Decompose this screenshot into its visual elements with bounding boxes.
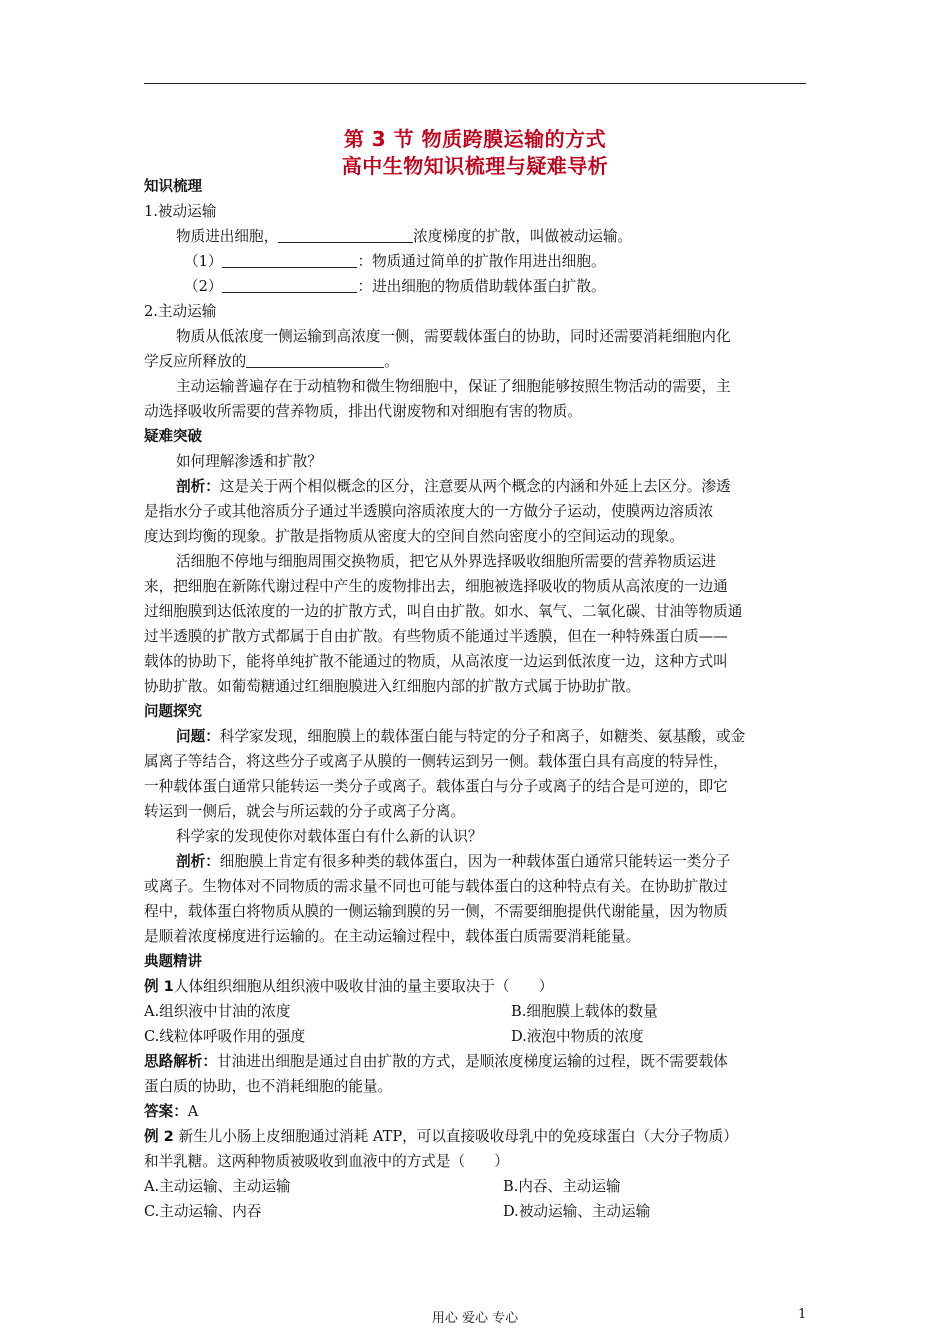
paragraph-line: 剖析：这是关于两个相似概念的区分，注意要从两个概念的内涵和外延上去区分。渗透 bbox=[176, 478, 731, 495]
paragraph-line: 剖析：细胞膜上肯定有很多种类的载体蛋白，因为一种载体蛋白通常只能转运一类分子 bbox=[176, 853, 731, 870]
header-rule bbox=[144, 83, 806, 84]
option-row bbox=[144, 1027, 806, 1047]
option-c: C.主动运输、内吞 bbox=[144, 1203, 262, 1220]
paragraph-line: 动选择吸收所需要的营养物质，排出代谢废物和对细胞有害的物质。 bbox=[144, 403, 582, 420]
example-question: 例 1人体组织细胞从组织液中吸收甘油的量主要取决于（ ） bbox=[144, 978, 554, 995]
option-d: D.被动运输、主动运输 bbox=[503, 1203, 651, 1220]
option-d: D.液泡中物质的浓度 bbox=[511, 1028, 644, 1045]
option-row bbox=[144, 1002, 806, 1022]
paragraph-line: 度达到均衡的现象。扩散是指物质从密度大的空间自然向密度小的空间运动的现象。 bbox=[144, 528, 684, 545]
page-title: 第 3 节 物质跨膜运输的方式 bbox=[343, 127, 607, 151]
paragraph-line: 学反应所释放的 。 bbox=[144, 353, 399, 370]
option-row bbox=[144, 1202, 806, 1222]
page-subtitle: 高中生物知识梳理与疑难导析 bbox=[341, 154, 609, 178]
paragraph-line: （1） ：物质通过简单的扩散作用进出细胞。 bbox=[184, 253, 606, 270]
paragraph-line: 来，把细胞在新陈代谢过程中产生的废物排出去，细胞被选择吸收的物质从高浓度的一边通 bbox=[144, 578, 728, 595]
section-heading-knowledge: 知识梳理 bbox=[144, 179, 202, 195]
question-line: 如何理解渗透和扩散？ bbox=[176, 453, 322, 470]
paragraph-line: 问题：科学家发现，细胞膜上的载体蛋白能与特定的分子和离子，如糖类、氨基酸，或金 bbox=[176, 728, 746, 745]
fill-blank[interactable] bbox=[246, 353, 384, 368]
paragraph-line: 属离子等结合，将这些分子或离子从膜的一侧转运到另一侧。载体蛋白具有高度的特异性， bbox=[144, 753, 728, 770]
paragraph-line: 载体的协助下，能将单纯扩散不能通过的物质，从高浓度一边运到低浓度一边，这种方式叫 bbox=[144, 653, 728, 670]
fill-blank[interactable] bbox=[278, 228, 413, 243]
page-footer: 用心 爱心 专心 bbox=[431, 1311, 519, 1326]
section-heading-inquiry: 问题探究 bbox=[144, 704, 202, 720]
paragraph-line: 是指水分子或其他溶质分子通过半透膜向溶质浓度大的一方做分子运动，使膜两边溶质浓 bbox=[144, 503, 714, 520]
paragraph-line: 主动运输普遍存在于动植物和微生物细胞中，保证了细胞能够按照生物活动的需要，主 bbox=[176, 378, 731, 395]
paragraph-line: 或离子。生物体对不同物质的需求量不同也可能与载体蛋白的这种特点有关。在协助扩散过 bbox=[144, 878, 728, 895]
paragraph-line: 转运到一侧后，就会与所运载的分子或离子分离。 bbox=[144, 803, 466, 820]
answer-line: 答案：A bbox=[144, 1103, 199, 1120]
section-heading-difficulty: 疑难突破 bbox=[144, 429, 202, 445]
item-passive-transport: 1.被动运输 bbox=[144, 203, 217, 220]
paragraph-line: （2） ：进出细胞的物质借助载体蛋白扩散。 bbox=[184, 278, 606, 295]
option-row bbox=[144, 1177, 806, 1197]
page-number: 1 bbox=[798, 1307, 807, 1322]
item-active-transport: 2.主动运输 bbox=[144, 303, 217, 320]
option-a: A.组织液中甘油的浓度 bbox=[144, 1003, 291, 1020]
analysis-line: 思路解析：甘油进出细胞是通过自由扩散的方式，是顺浓度梯度运输的过程，既不需要载体 bbox=[144, 1053, 728, 1070]
example-question-cont: 和半乳糖。这两种物质被吸收到血液中的方式是（ ） bbox=[144, 1153, 509, 1170]
paragraph-line: 物质从低浓度一侧运输到高浓度一侧，需要载体蛋白的协助，同时还需要消耗细胞内化 bbox=[176, 328, 731, 345]
question-line: 科学家的发现使你对载体蛋白有什么新的认识？ bbox=[176, 828, 483, 845]
section-heading-examples: 典题精讲 bbox=[144, 954, 202, 970]
analysis-line: 蛋白质的协助，也不消耗细胞的能量。 bbox=[144, 1078, 393, 1095]
option-b: B.细胞膜上载体的数量 bbox=[511, 1003, 658, 1020]
example-question: 例 2 新生儿小肠上皮细胞通过消耗 ATP，可以直接吸收母乳中的免疫球蛋白（大分子物质） bbox=[144, 1128, 738, 1145]
paragraph-line: 物质进出细胞， 浓度梯度的扩散，叫做被动运输。 bbox=[176, 228, 633, 245]
paragraph-line: 程中，载体蛋白将物质从膜的一侧运输到膜的另一侧，不需要细胞提供代谢能量，因为物质 bbox=[144, 903, 728, 920]
option-c: C.线粒体呼吸作用的强度 bbox=[144, 1028, 306, 1045]
paragraph-line: 协助扩散。如葡萄糖通过红细胞膜进入红细胞内部的扩散方式属于协助扩散。 bbox=[144, 678, 641, 695]
fill-blank[interactable] bbox=[222, 278, 357, 293]
fill-blank[interactable] bbox=[222, 253, 357, 268]
option-b: B.内吞、主动运输 bbox=[503, 1178, 621, 1195]
option-a: A.主动运输、主动运输 bbox=[144, 1178, 291, 1195]
paragraph-line: 过细胞膜到达低浓度的一边的扩散方式，叫自由扩散。如水、氧气、二氧化碳、甘油等物质通 bbox=[144, 603, 743, 620]
paragraph-line: 是顺着浓度梯度进行运输的。在主动运输过程中，载体蛋白质需要消耗能量。 bbox=[144, 928, 641, 945]
paragraph-line: 活细胞不停地与细胞周围交换物质，把它从外界选择吸收细胞所需要的营养物质运进 bbox=[176, 553, 716, 570]
paragraph-line: 过半透膜的扩散方式都属于自由扩散。有些物质不能通过半透膜，但在一种特殊蛋白质—— bbox=[144, 628, 728, 645]
paragraph-line: 一种载体蛋白通常只能转运一类分子或离子。载体蛋白与分子或离子的结合是可逆的，即它 bbox=[144, 778, 728, 795]
